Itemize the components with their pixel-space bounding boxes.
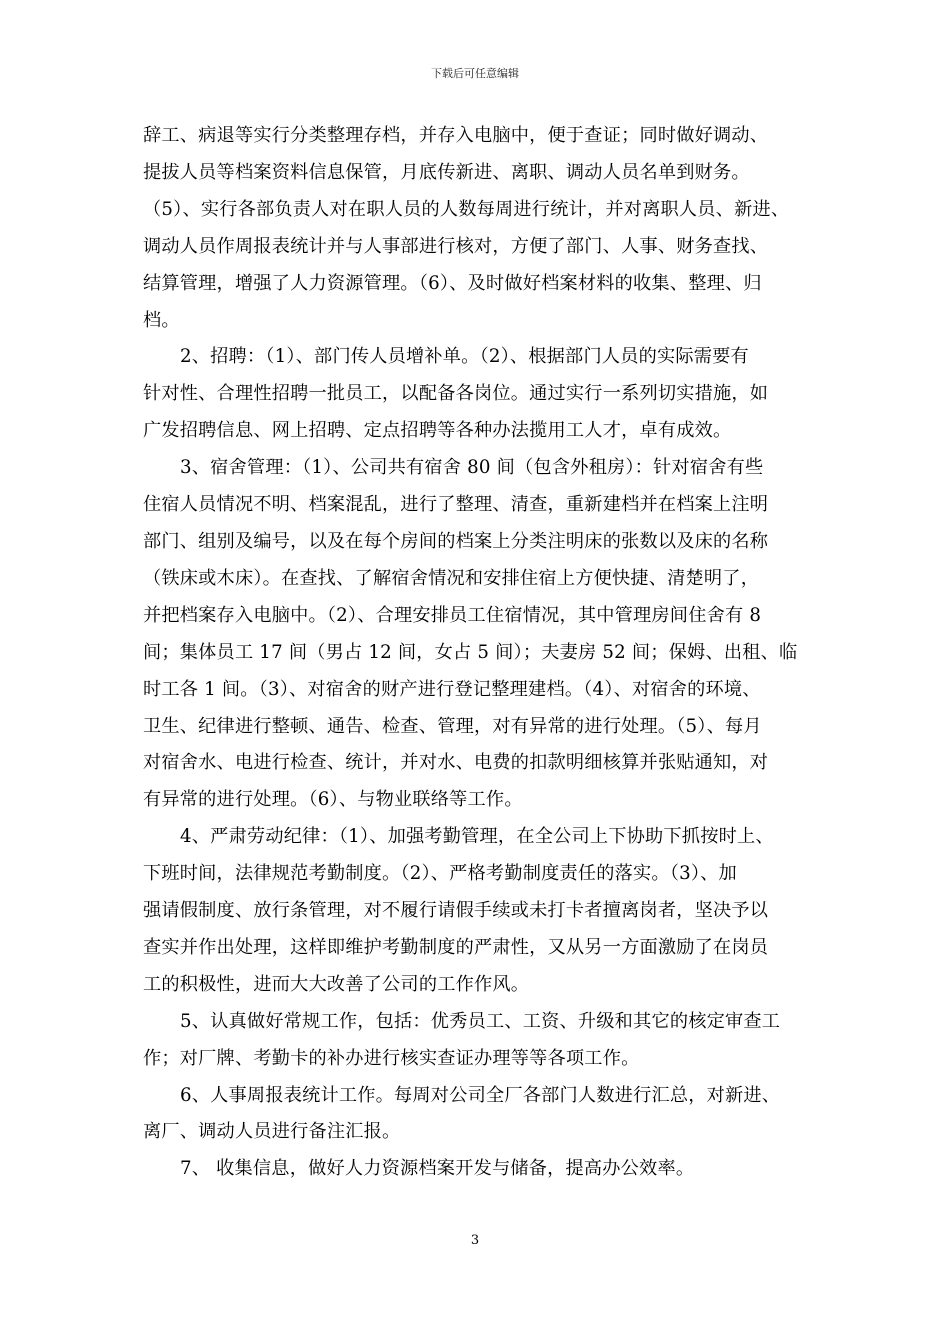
text-line: 对宿舍水、电进行检查、统计，并对水、电费的扣款明细核算并张贴通知，对 bbox=[143, 752, 769, 774]
text-line: 3、宿舍管理：（1）、公司共有宿舍 80 间（包含外租房）：针对宿舍有些 bbox=[180, 457, 764, 479]
text-line: 卫生、纪律进行整顿、通告、检查、管理，对有异常的进行处理。（5）、每月 bbox=[143, 715, 762, 737]
text-line: 部门、组别及编号，以及在每个房间的档案上分类注明床的张数以及床的名称 bbox=[143, 530, 769, 552]
text-line: （5）、实行各部负责人对在职人员的人数每周进行统计，并对离职人员、新进、 bbox=[143, 198, 790, 220]
text-line: （铁床或木床）。在查找、了解宿舍情况和安排住宿上方便快捷、清楚明了， bbox=[143, 567, 760, 589]
paragraph-recruitment bbox=[143, 339, 811, 450]
text-line: 强请假制度、放行条管理，对不履行请假手续或未打卡者擅离岗者，坚决予以 bbox=[143, 900, 769, 922]
paragraph-labor-discipline bbox=[143, 819, 811, 1004]
text-line: 有异常的进行处理。（6）、与物业联络等工作。 bbox=[143, 789, 523, 811]
page-header: 下载后可任意编辑 bbox=[431, 67, 519, 80]
text-line: 提拔人员等档案资料信息保管，月底传新进、离职、调动人员名单到财务。 bbox=[143, 161, 750, 183]
text-line: 离厂、调动人员进行备注汇报。 bbox=[143, 1121, 401, 1143]
text-line: 结算管理，增强了人力资源管理。（6）、及时做好档案材料的收集、整理、归 bbox=[143, 272, 762, 294]
text-line: 作；对厂牌、考勤卡的补办进行核实查证办理等等各项工作。 bbox=[143, 1047, 640, 1069]
text-line: 下班时间，法律规范考勤制度。（2）、严格考勤制度责任的落实。（3）、加 bbox=[143, 863, 737, 885]
text-line: 间；集体员工 17 间（男占 12 间，女占 5 间）；夫妻房 52 间；保姆、出租、临 bbox=[143, 641, 798, 663]
text-line: 住宿人员情况不明、档案混乱，进行了整理、清查，重新建档并在档案上注明 bbox=[143, 494, 769, 516]
paragraph-routine-work bbox=[143, 1004, 811, 1078]
text-line: 2、招聘：（1）、部门传人员增补单。（2）、根据部门人员的实际需要有 bbox=[180, 346, 749, 368]
text-line: 5、认真做好常规工作，包括：优秀员工、工资、升级和其它的核定审查工 bbox=[180, 1010, 781, 1032]
text-line: 档。 bbox=[143, 309, 180, 331]
page-number: 3 bbox=[470, 1233, 480, 1248]
document-body bbox=[143, 118, 811, 1188]
text-line: 调动人员作周报表统计并与人事部进行核对，方便了部门、人事、财务查找、 bbox=[143, 235, 769, 257]
text-line: 并把档案存入电脑中。（2）、合理安排员工住宿情况，其中管理房间住舍有 8 bbox=[143, 604, 762, 626]
text-line: 时工各 1 间。（3）、对宿舍的财产进行登记整理建档。（4）、对宿舍的环境、 bbox=[143, 678, 761, 700]
text-line: 针对性、合理性招聘一批员工，以配备各岗位。通过实行一系列切实措施，如 bbox=[143, 383, 769, 405]
text-line: 6、人事周报表统计工作。每周对公司全厂各部门人数进行汇总，对新进、 bbox=[180, 1084, 781, 1106]
text-line: 查实并作出处理，这样即维护考勤制度的严肃性，又从另一方面激励了在岗员 bbox=[143, 936, 769, 958]
text-line: 广发招聘信息、网上招聘、定点招聘等各种办法揽用工人才，卓有成效。 bbox=[143, 420, 732, 442]
text-line: 工的积极性，进而大大改善了公司的工作作风。 bbox=[143, 973, 530, 995]
text-line: 4、严肃劳动纪律：（1）、加强考勤管理，在全公司上下协助下抓按时上、 bbox=[180, 826, 774, 848]
paragraph-archive-management bbox=[143, 118, 811, 339]
text-line: 7、 收集信息，做好人力资源档案开发与储备，提高办公效率。 bbox=[180, 1158, 695, 1180]
text-line: 辞工、病退等实行分类整理存档，并存入电脑中，便于查证；同时做好调动、 bbox=[143, 125, 769, 146]
paragraph-weekly-report bbox=[143, 1078, 811, 1152]
paragraph-dormitory-management bbox=[143, 450, 811, 819]
paragraph-information-collection bbox=[143, 1151, 811, 1188]
